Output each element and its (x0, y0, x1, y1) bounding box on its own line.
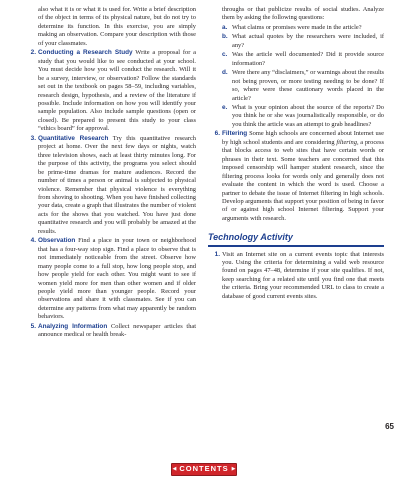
activity-item-3 (24, 135, 196, 236)
technology-activity-heading: Technology Activity (208, 232, 293, 243)
question-c (208, 51, 384, 68)
item-title: Conducting a Research Study (38, 49, 133, 57)
question-letter: b. (222, 33, 228, 41)
item-title: Observation (38, 237, 76, 245)
activity-item-5 (24, 323, 196, 340)
continued-paragraph: throughs or that publicize results of social studies. Analyze them by asking the following questions: (222, 6, 384, 22)
item-number: 2. (30, 49, 36, 57)
item-number: 5. (30, 322, 36, 330)
item-title: Analyzing Information (38, 322, 108, 330)
question-text: What is your opinion about the source of the reports? Do you think he or she was journalistically responsible, or do you think the article was an attempt to grab headlines? (232, 103, 384, 128)
contents-button[interactable] (171, 463, 237, 476)
question-text: Was the article well documented? Did it provide source information? (232, 51, 384, 67)
question-e (208, 104, 384, 129)
item-number: 4. (30, 237, 36, 245)
right-column (208, 6, 384, 301)
question-text: Were there any “disclaimers,” or warnings about the results not being proven, or more testing needing to be done? If so, where were these cautionary words placed in the article? (232, 69, 384, 102)
page-number: 65 (385, 422, 394, 431)
item-number: 3. (30, 134, 36, 142)
question-letter: e. (222, 103, 228, 111)
triangle-left-icon: ◀ (172, 466, 177, 473)
question-text: What actual quotes by the researchers were included, if any? (232, 33, 384, 49)
activity-item-4 (24, 237, 196, 322)
question-letter: c. (222, 51, 228, 59)
item-body: Try this quantitative research project at home. Over the next few days or nights, watch three television shows, each at least thirty minutes long. For the purpose of this activity, the programs you select should be prime-time dramas for mature audiences. Record the number of times a person or animal is subjected to physical violence. Remember that physical violence is everything from shoving to shooting. When you have finished collecting your data, create a graph that illustrates the number of violent acts for the shows that you watched. You have just done quantitative research and you will probably be amazed at the results. (38, 134, 197, 235)
question-letter: d. (222, 69, 228, 77)
question-letter: a. (222, 23, 228, 31)
activity-item-2 (24, 49, 196, 134)
technology-item-1 (208, 251, 384, 302)
intro-paragraph: also what it is or what it is used for. Write a brief description of the object in terms of its physical nature, but do not try to determine its function. In this exercise, you are simply making an observation. Compare your description with those of your classmates. (38, 6, 196, 47)
contents-label: CONTENTS (179, 464, 229, 474)
question-d (208, 69, 384, 103)
left-column (24, 6, 196, 340)
activity-item-6 (208, 130, 384, 223)
item-title: Filtering (222, 130, 248, 138)
question-b (208, 33, 384, 50)
triangle-right-icon: ▶ (231, 466, 236, 473)
item-italic-term: filtering (336, 138, 357, 146)
item-number: 1. (214, 250, 220, 258)
item-body: Collect newspaper articles that announce medical or health break- (38, 322, 196, 339)
item-number: 6. (214, 130, 220, 138)
item-body: , a process that blocks access to web sites that have certain words or phrases in their text. Some teachers are concerned that this imposed censorship will hamper student research, since the filtering process looks for words only and generally does not evaluate the content in which the word is used. Choose a partner to debate the issue of Internet filtering in high schools. Develop arguments that support your position of being in favor of or against high school Internet filtering. Support your arguments with research. (222, 138, 384, 222)
question-text: What claims or promises were made in the article? (232, 23, 362, 31)
item-body: Some high schools are concerned about Internet use by high school students and are considering (222, 130, 384, 146)
item-body: Find a place in your town or neighborhood that has a four-way stop sign. Find a place to observe that is not immediately noticeable from the street. Observe how many people come to a full stop, how long people stop, and how people yield for each other. You might want to see if women yield more for men than other women and if older people yield more than younger people. Record your observations and share it with classmates. See if you can determine any patterns from what may apparently be random behaviors. (38, 237, 196, 321)
item-body: Visit an Internet site on a current events topic that interests you. Using the criteria for determining a valid web resource found on pages 47–48, determine if your site qualifies. If not, keep searching for a related site until you find one that meets the criteria. Bring your recommended URL to class to create a database of good current events sites. (222, 250, 384, 300)
question-a (208, 24, 384, 32)
item-title: Quantitative Research (38, 134, 109, 142)
item-body: Write a proposal for a study that you would like to see conducted at your school. You must decide how you will conduct the research. Will it be a survey, interview, or observation? Follow the standards set out in the textbook on pages 58–59, including variables, research design, hypothesis, and a review of the literature if possible. Include information on how you will identify your sample population. Also include sample questions (open or closed). Be prepared to present this study to your class “ethics board” for approval. (38, 49, 197, 133)
heading-divider (208, 245, 384, 246)
